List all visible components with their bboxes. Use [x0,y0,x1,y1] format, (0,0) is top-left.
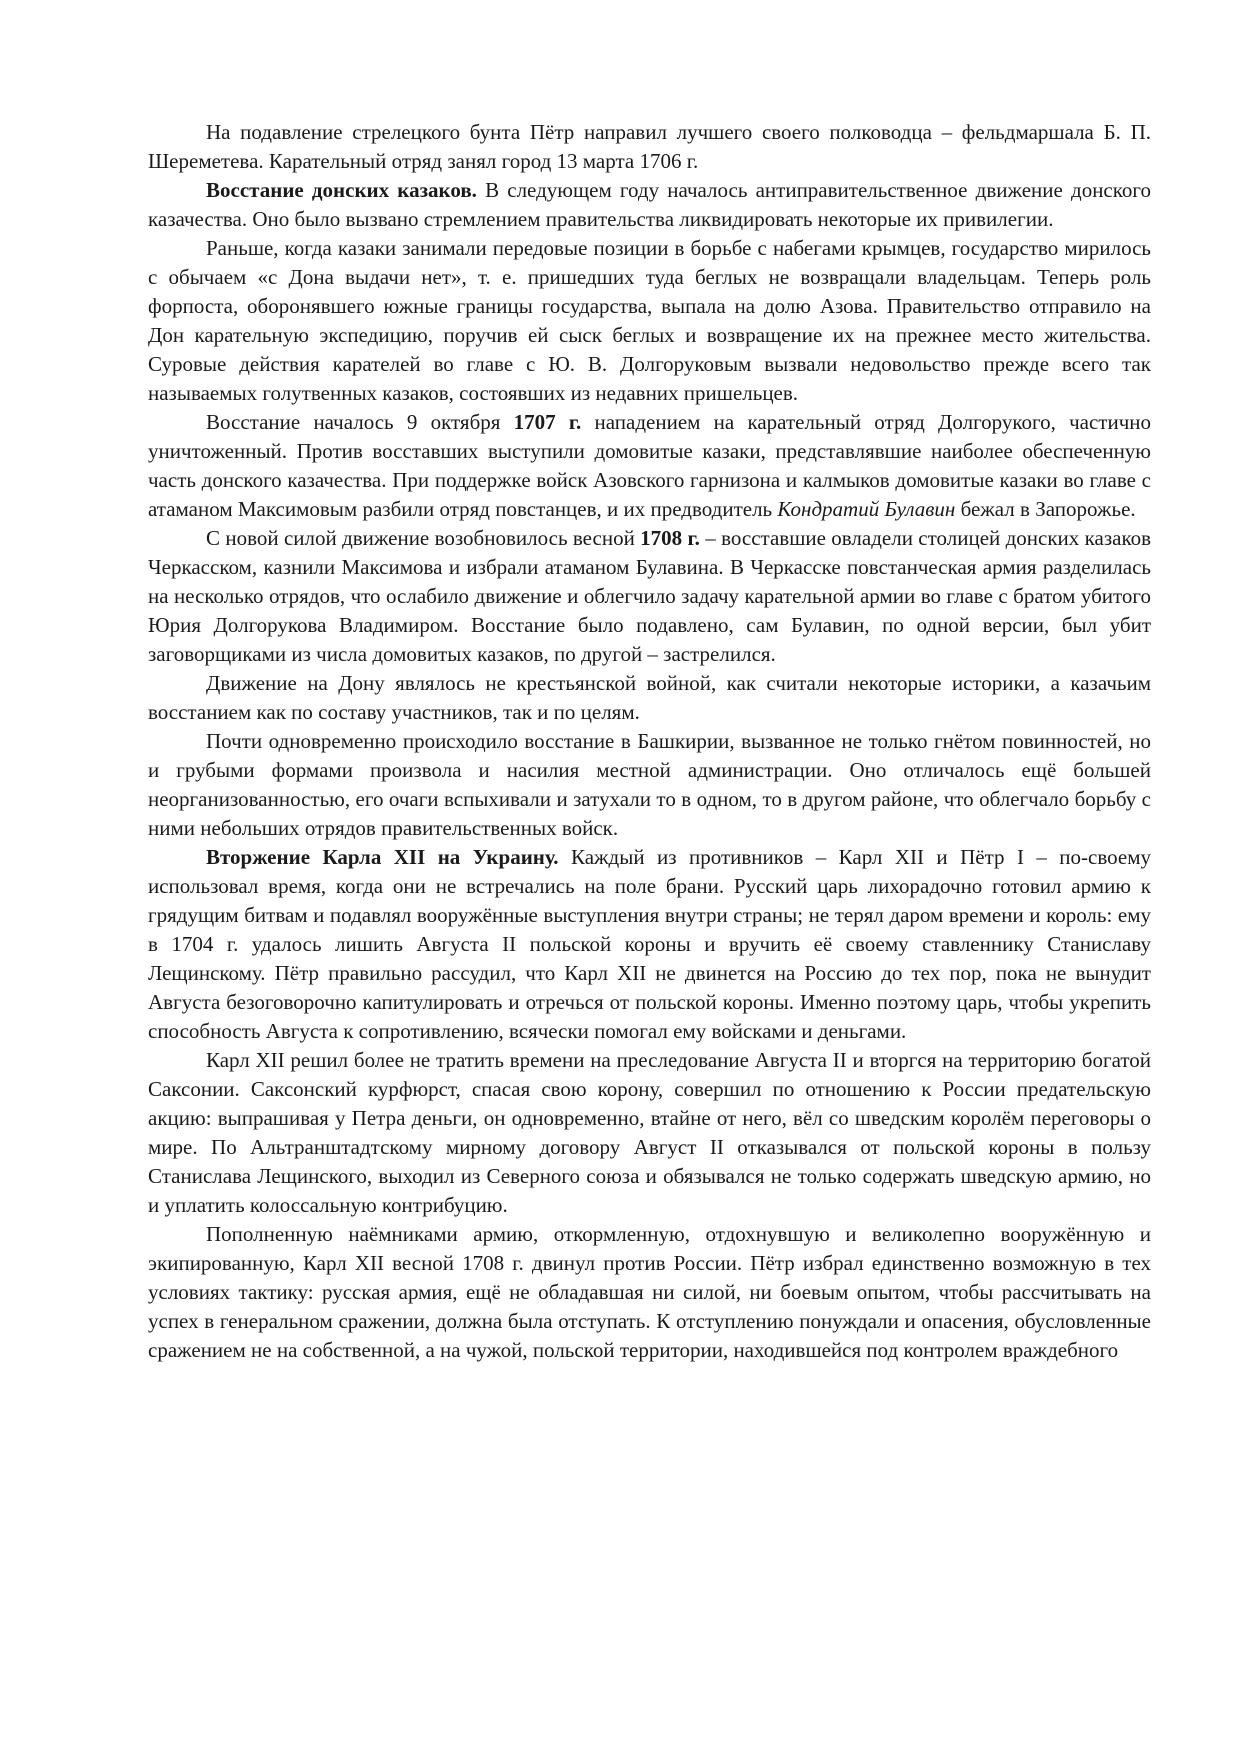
paragraph [148,843,1151,1046]
text-run: Движение на Дону являлось не крестьянской войной, как считали некоторые историки, а казачьим восстанием как по составу участников, так и по целям. [148,671,1151,724]
bold-text: Восстание донских казаков. [206,178,477,202]
paragraph [148,1220,1151,1365]
paragraph [148,234,1151,408]
text-run: Каждый из противников – Карл XII и Пётр I – по-своему использовал время, когда они не встречались на поле брани. Русский царь лихорадочно готовил армию к грядущим битвам и подавлял вооружённые выступления внутри страны; не терял даром времени и король: ему в 1704 г. удалось лишить Августа II польской короны и вручить её своему ставленнику Станиславу Лещинскому. Пётр правильно рассудил, что Карл XII не двинется на Россию до тех пор, пока не вынудит Августа безоговорочно капитулировать и отречься от польской короны. Именно поэтому царь, чтобы укрепить способность Августа к сопротивлению, всячески помогал ему войсками и деньгами. [148,845,1151,1043]
paragraph [148,524,1151,669]
text-run: С новой силой движение возобновилось весной [206,526,641,550]
bold-text: Вторжение Карла XII на Украину. [206,845,559,869]
text-run: Пополненную наёмниками армию, откормленную, отдохнувшую и великолепно вооружённую и экипированную, Карл XII весной 1708 г. двинул против России. Пётр избрал единственно возможную в тех условиях тактику: русская армия, ещё не обладавшая ни силой, ни боевым опытом, чтобы рассчитывать на успех в генеральном сражении, должна была отступать. К отступлению понуждали и опасения, обусловленные сражением не на собственной, а на чужой, польской территории, находившейся под контролем враждебного [148,1222,1151,1362]
paragraph [148,727,1151,843]
paragraph [148,669,1151,727]
text-run: На подавление стрелецкого бунта Пётр направил лучшего своего полководца – фельдмаршала Б. П. Шереметева. Карательный отряд занял город 13 марта 1706 г. [148,120,1151,173]
text-run: бежал в Запорожье. [955,497,1136,521]
text-run: Восстание началось 9 октября [206,410,514,434]
paragraph [148,118,1151,176]
bold-text: 1707 г. [513,410,582,434]
text-run: – восставшие овладели столицей донских казаков Черкасском, казнили Максимова и избрали атаманом Булавина. В Черкасске повстанческая армия разделилась на несколько отрядов, что ослабило движение и облегчило задачу карательной армии во главе с братом убитого Юрия Долгорукова Владимиром. Восстание было подавлено, сам Булавин, по одной версии, был убит заговорщиками из числа домовитых казаков, по другой – застрелился. [148,526,1152,666]
paragraph [148,408,1151,524]
text-run: Раньше, когда казаки занимали передовые позиции в борьбе с набегами крымцев, государство мирилось с обычаем «с Дона выдачи нет», т. е. пришедших туда беглых не возвращали владельцам. Теперь роль форпоста, оборонявшего южные границы государства, выпала на долю Азова. Правительство отправило на Дон карательную экспедицию, поручив ей сыск беглых и возвращение их на прежнее место жительства. Суровые действия карателей во главе с Ю. В. Долгоруковым вызвали недовольство прежде всего так называемых голутвенных казаков, состоявших из недавних пришельцев. [148,236,1151,405]
text-run: нападением на карательный отряд Долгорукого, частично уничтоженный. Против восставших выступили домовитые казаки, представлявшие наиболее обеспеченную часть донского казачества. При поддержке войск Азовского гарнизона и калмыков домовитые казаки во главе с атаманом Максимовым разбили отряд повстанцев, и их предводитель [148,410,1151,521]
document-page [148,118,1151,1365]
text-run: В следующем году началось антиправительственное движение донского казачества. Оно было вызвано стремлением правительства ликвидировать некоторые их привилегии. [148,178,1151,231]
text-run: Карл XII решил более не тратить времени на преследование Августа II и вторгся на территорию богатой Саксонии. Саксонский курфюрст, спасая свою корону, совершил по отношению к России предательскую акцию: выпрашивая у Петра деньги, он одновременно, втайне от него, вёл со шведским королём переговоры о мире. По Альтранштадтскому мирному договору Август II отказывался от польской короны в пользу Станислава Лещинского, выходил из Северного союза и обязывался не только содержать шведскую армию, но и уплатить колоссальную контрибуцию. [148,1048,1151,1217]
paragraph [148,1046,1151,1220]
bold-text: 1708 г. [640,526,700,550]
italic-text: Кондратий Булавин [777,497,956,521]
text-run: Почти одновременно происходило восстание в Башкирии, вызванное не только гнётом повинностей, но и грубыми формами произвола и насилия местной администрации. Оно отличалось ещё большей неорганизованностью, его очаги вспыхивали и затухали то в одном, то в другом районе, что облегчало борьбу с ними небольших отрядов правительственных войск. [148,729,1151,840]
paragraph [148,176,1151,234]
